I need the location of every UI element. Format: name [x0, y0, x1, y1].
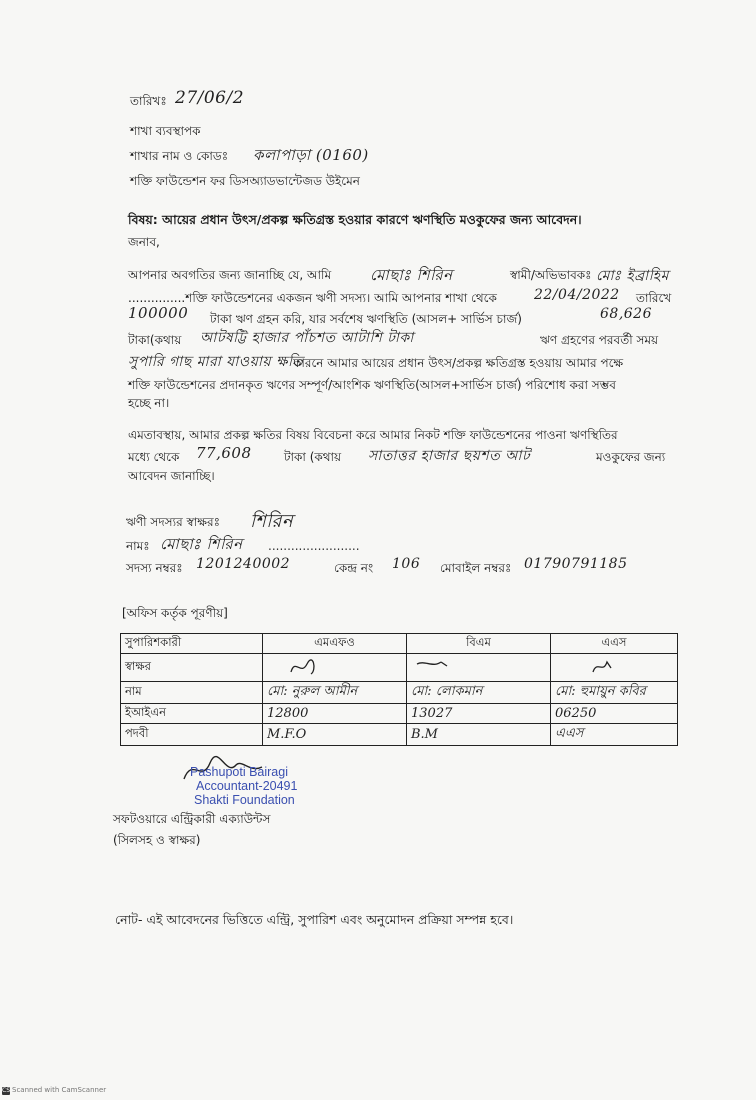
- office-section-title: [অফিস কর্তৃক পূরণীয়]: [122, 606, 228, 620]
- as-name: মো: হুমায়ুন কবির: [551, 682, 678, 704]
- mfo-signature: [263, 654, 407, 682]
- scanner-text: Scanned with CamScanner: [12, 1086, 107, 1094]
- mobile-label: মোবাইল নম্বরঃ: [440, 561, 512, 575]
- center-label: কেন্দ্র নং: [334, 561, 374, 575]
- date-value: 27/06/2: [175, 88, 245, 108]
- loan-balance: 68,626: [600, 306, 652, 322]
- para1-line2-b: তারিখে: [636, 291, 672, 305]
- member-no-label: সদস্য নম্বরঃ: [126, 561, 183, 575]
- office-signature-row: [121, 654, 678, 682]
- bm-name: মো: লোকমান: [407, 682, 551, 704]
- para1-line5: কারনে আমার আয়ের প্রধান উৎস/প্রকল্প ক্ষতিগ্রস্ত হওয়ায় আমার পক্ষে: [293, 356, 624, 370]
- accountant-sub: (সিলসহ ও স্বাক্ষর): [113, 833, 201, 847]
- office-table: [120, 633, 678, 746]
- center-value: 106: [392, 556, 421, 572]
- stamp-title: Accountant-20491: [196, 779, 298, 793]
- camscanner-icon: CS: [2, 1087, 10, 1094]
- office-name-row: [121, 682, 678, 704]
- para2-line3: আবেদন জানাচ্ছি।: [128, 469, 215, 483]
- office-header-row: [121, 634, 678, 654]
- applicant-name: মোছাঃ শিরিন: [370, 266, 453, 284]
- as-signature: [551, 654, 678, 682]
- office-designation-row: [121, 724, 678, 746]
- bm-ein: 13027: [407, 704, 551, 724]
- waiver-in-words: সাতাত্তর হাজার ছয়শত আট: [368, 448, 531, 464]
- office-header-as: এএস: [551, 634, 678, 654]
- as-signature-mark: [555, 654, 615, 678]
- member-sign-label: ঋণী সদস্যর স্বাক্ষরঃ: [126, 515, 220, 529]
- member-signature: শিরিন: [250, 511, 294, 532]
- office-header-recommender: সুপারিশকারী: [121, 634, 263, 654]
- bm-designation: B.M: [407, 724, 551, 746]
- member-no-value: 1201240002: [196, 556, 291, 572]
- member-name-label: নামঃ: [126, 539, 150, 553]
- office-row-label: স্বাক্ষর: [121, 654, 263, 682]
- waiver-amount: 77,608: [196, 444, 252, 462]
- stamp-org: Shakti Foundation: [194, 793, 295, 807]
- as-designation: এএস: [551, 724, 678, 746]
- mobile-value: 01790791185: [524, 556, 628, 572]
- office-row-label: নাম: [121, 682, 263, 704]
- para1-line4-a: টাকা(কথায়: [128, 333, 182, 347]
- para1-line7: হচ্ছে না।: [128, 396, 170, 410]
- mfo-name: মো: নুরুল আমীন: [263, 682, 407, 704]
- para2-line2-c: মওকুফের জন্য: [596, 450, 666, 464]
- member-name-value: মোছাঃ শিরিন: [160, 535, 243, 553]
- stamp-name: Pashupoti Bairagi: [190, 765, 288, 779]
- salutation: জনাব,: [128, 235, 160, 249]
- mfo-ein: 12800: [263, 704, 407, 724]
- as-ein: 06250: [551, 704, 678, 724]
- date-label: তারিখঃ: [130, 94, 167, 108]
- para1-line2: ...............শক্তি ফাউন্ডেশনের একজন ঋণী সদস্য। আমি আপনার শাখা থেকে: [128, 291, 497, 305]
- para2-line2-b: টাকা (কথায়: [284, 450, 342, 464]
- para1-line1-a: আপনার অবগতির জন্য জানাচ্ছি যে, আমি: [128, 268, 332, 282]
- loan-amount: 100000: [128, 304, 189, 322]
- mfo-signature-mark: [267, 654, 327, 678]
- balance-in-words: আটষট্টি হাজার পাঁচশত আটাশি টাকা: [200, 330, 414, 346]
- office-row-label: ইআইএন: [121, 704, 263, 724]
- bm-signature-mark: [411, 654, 471, 678]
- para1-line3: টাকা ঋণ গ্রহন করি, যার সর্বশেষ ঋণস্থিতি (আসল+ সার্ভিস চার্জ): [210, 312, 522, 326]
- damage-reason: সুপারি গাছ মারা যাওয়ায় ক্ষতি: [128, 354, 303, 370]
- mfo-designation: M.F.O: [263, 724, 407, 746]
- guardian-label: স্বামী/অভিভাবকঃ: [510, 268, 592, 282]
- scanner-watermark: [2, 1086, 106, 1095]
- branch-value: কলাপাড়া (0160): [253, 146, 369, 164]
- office-header-bm: বিএম: [407, 634, 551, 654]
- subject-line: বিষয়: আয়ের প্রধান উৎস/প্রকল্প ক্ষতিগ্রস্ত হওয়ার কারণে ঋণস্থিতি মওকুফের জন্য আবেদন।: [128, 212, 582, 227]
- para1-line4-b: ঋণ গ্রহণের পরবর্তী সময়: [540, 333, 659, 347]
- org-line: শক্তি ফাউন্ডেশন ফর ডিসঅ্যাডভান্টেজড উইমেন: [130, 174, 360, 188]
- office-row-label: পদবী: [121, 724, 263, 746]
- accountant-label: সফটওয়ারে এন্ট্রিকারী এক্যাউন্টস: [113, 812, 271, 826]
- name-dotted-line: ........................: [268, 539, 360, 553]
- guardian-name: মোঃ ইব্রাহিম: [596, 268, 669, 284]
- accountant-stamp: [190, 765, 297, 807]
- para2-line1: এমতাবস্থায়, আমার প্রকল্প ক্ষতির বিষয় বিবেচনা করে আমার নিকট শক্তি ফাউন্ডেশনের পাওনা ঋণস্থিতির: [128, 428, 618, 442]
- note-text: নোট- এই আবেদনের ভিত্তিতে এন্ট্রি, সুপারিশ এবং অনুমোদন প্রক্রিয়া সম্পন্ন হবে।: [115, 912, 514, 927]
- loan-date: 22/04/2022: [534, 287, 620, 303]
- branch-label: শাখার নাম ও কোডঃ: [130, 149, 229, 163]
- recipient-title: শাখা ব্যবস্থাপক: [130, 124, 201, 138]
- office-header-mfo: এমএফও: [263, 634, 407, 654]
- bm-signature: [407, 654, 551, 682]
- para2-line2-a: মধ্যে থেকে: [128, 450, 180, 464]
- para1-line6: শক্তি ফাউন্ডেশনের প্রদানকৃত ঋণের সম্পূর্ণ/আংশিক ঋণস্থিতি(আসল+সার্ভিস চার্জ) পরিশোধ করা সম্ভব: [128, 378, 616, 392]
- office-ein-row: [121, 704, 678, 724]
